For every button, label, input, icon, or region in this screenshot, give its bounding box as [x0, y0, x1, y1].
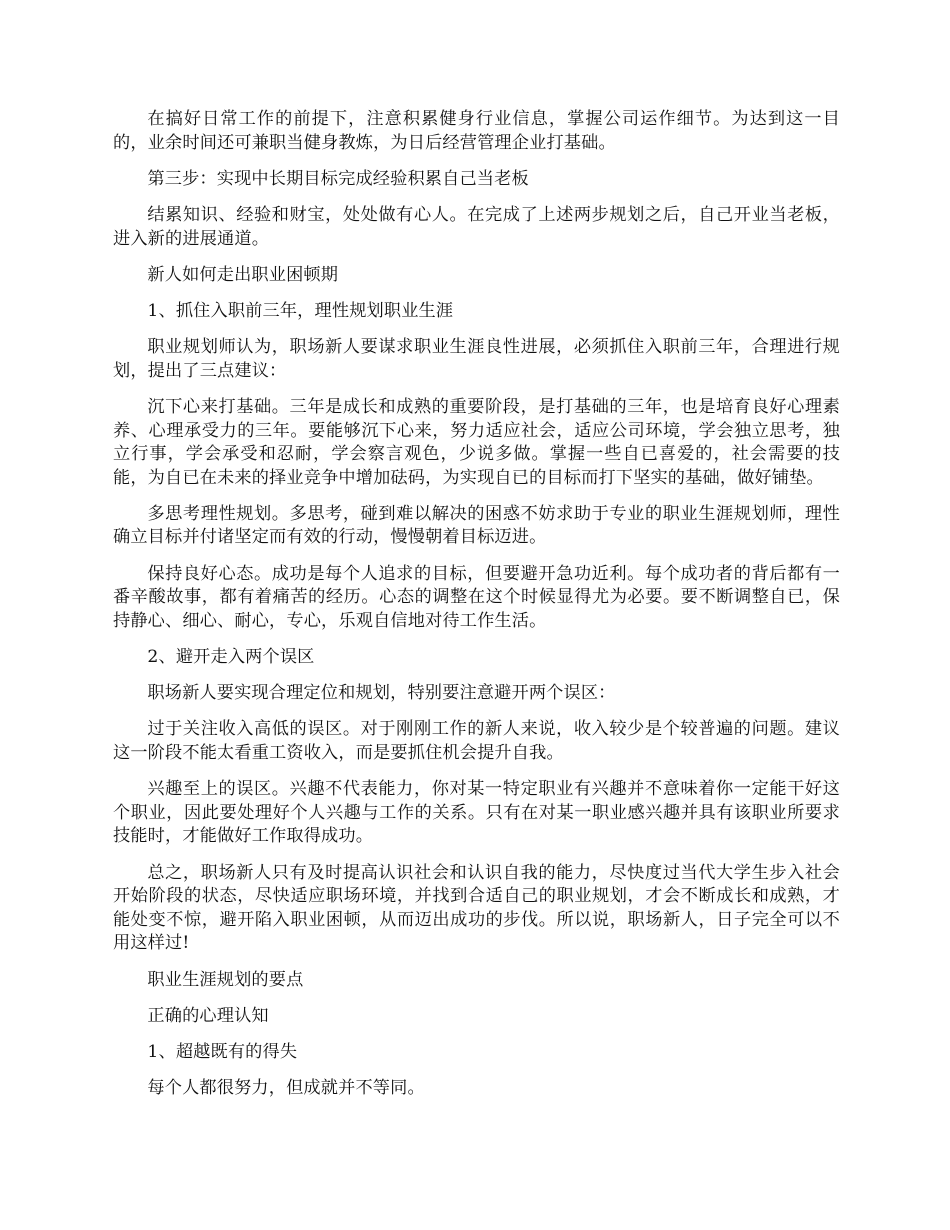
paragraph-income-pitfall: 过于关注收入高低的误区。对于刚刚工作的新人来说，收入较少是个较普遍的问题。建议这一阶段不能太看重工资收入，而是要抓住机会提升自我。 — [113, 719, 840, 763]
paragraph-pitfalls-intro: 职场新人要实现合理定位和规划，特别要注意避开两个误区： — [147, 683, 616, 704]
document-page — [113, 108, 840, 1113]
heading-planning-key-points: 职业生涯规划的要点 — [147, 969, 304, 990]
subheading-two-pitfalls: 2、避开走入两个误区 — [147, 647, 315, 668]
paragraph-good-mindset: 保持良好心态。成功是每个人追求的目标，但要避开急功近利。每个成功者的背后都有一番辛酸故事，都有着痛苦的经历。心态的调整在这个时候显得尤为必要。要不断调整自已，保持静心、细心、耐心，专心，乐观自信地对待工作生活。 — [113, 563, 840, 631]
paragraph-health-industry: 在搞好日常工作的前提下，注意积累健身行业信息，掌握公司运作细节。为达到这一目的，业余时间还可兼职当健身教炼，为日后经营管理企业打基础。 — [113, 109, 840, 153]
paragraph-effort-achievement: 每个人都很努力，但成就并不等同。 — [147, 1078, 425, 1099]
heading-psychological-cognition: 正确的心理认知 — [147, 1005, 269, 1026]
subheading-first-three-years: 1、抓住入职前三年，理性规划职业生涯 — [147, 300, 454, 321]
paragraph-interest-pitfall: 兴趣至上的误区。兴趣不代表能力，你对某一特定职业有兴趣并不意味着你一定能干好这个职业，因此要处理好个人兴趣与工作的关系。只有在对某一职业感兴趣并具有该职业所要求技能时，才能做好工作取得成功。 — [113, 779, 840, 847]
heading-step-three: 第三步：实现中长期目标完成经验积累自己当老板 — [147, 168, 529, 189]
heading-career-slump: 新人如何走出职业困顿期 — [147, 264, 339, 285]
paragraph-conclusion: 总之，职场新人只有及时提高认识社会和认识自我的能力，尽快度过当代大学生步入社会开始阶段的状态，尽快适应职场环境，并找到合适自己的职业规划，才会不断成长和成熟，才能处变不惊，避开陷入职业困顿，从而迈出成功的步伐。所以说，职场新人，日子完全可以不用这样过! — [113, 862, 840, 954]
paragraph-planner-advice: 职业规划师认为，职场新人要谋求职业生涯良性进展，必须抓住入职前三年，合理进行规划，提出了三点建议： — [113, 337, 840, 381]
paragraph-rational-planning: 多思考理性规划。多思考，碰到难以解决的困惑不妨求助于专业的职业生涯规划师，理性确立目标并付诸坚定而有效的行动，慢慢朝着目标迈进。 — [113, 503, 840, 548]
subheading-beyond-gains-losses: 1、超越既有的得失 — [147, 1041, 298, 1062]
paragraph-own-business: 结累知识、经验和财宝，处处做有心人。在完成了上述两步规划之后，自己开业当老板，进入新的进展通道。 — [113, 204, 840, 249]
paragraph-build-foundation: 沉下心来打基础。三年是成长和成熟的重要阶段，是打基础的三年，也是培育良好心理素养、心理承受力的三年。要能够沉下心来，努力适应社会，适应公司环境，学会独立思考，独立行事，学会承受和忍耐，学会察言观色，少说多做。掌握一些自已喜爱的，社会需要的技能，为自已在未来的择业竞争中增加砝码，为实现自已的目标而打下坚实的基础，做好铺垫。 — [113, 396, 840, 488]
